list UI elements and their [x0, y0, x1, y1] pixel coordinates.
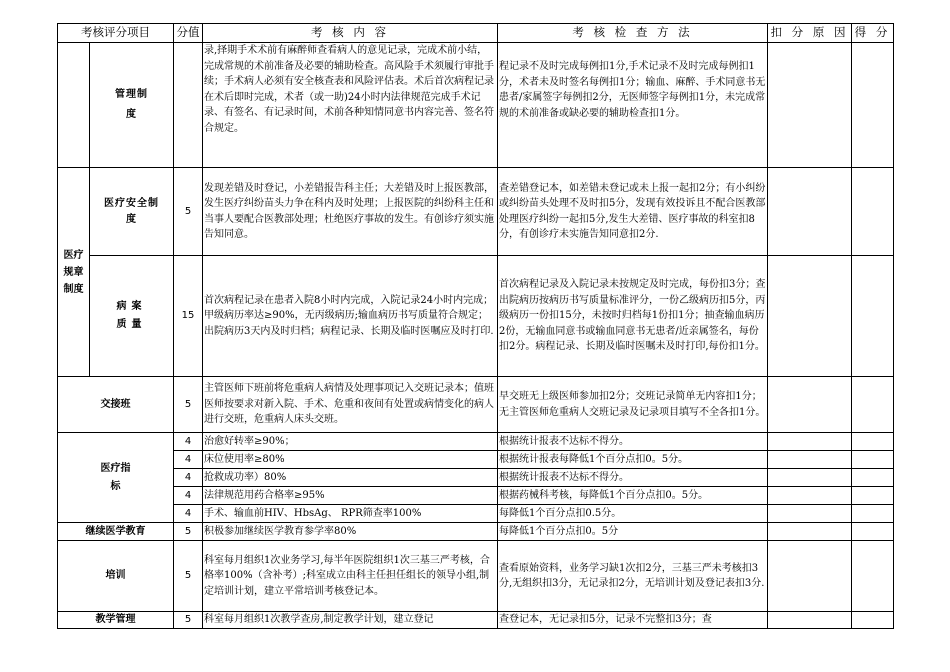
assessment-table: [57, 23, 894, 629]
score-cell: 5: [174, 377, 203, 433]
table-row: [58, 451, 894, 469]
method-text: 查登记本，无记录扣5分，记录不完整扣3分；查: [499, 614, 712, 625]
item-name: 教学管理: [58, 612, 174, 629]
table-row: [58, 612, 894, 629]
points-cell[interactable]: [852, 377, 894, 433]
deduct-reason-cell[interactable]: [768, 469, 852, 487]
table-row: [58, 505, 894, 523]
points-cell[interactable]: [852, 541, 894, 612]
points-cell[interactable]: [852, 469, 894, 487]
content-text: 科室每月组织1次教学查房,制定教学计划，建立登记: [204, 614, 434, 625]
score-cell: 5: [174, 612, 203, 629]
deduct-reason-cell[interactable]: [768, 43, 852, 168]
deduct-reason-cell[interactable]: [768, 168, 852, 256]
method-cell: 根据统计报表不达标不得分。: [498, 469, 768, 487]
deduct-reason-cell[interactable]: [768, 433, 852, 451]
item-name: [58, 433, 174, 523]
item-name: 交接班: [58, 377, 174, 433]
content-cell: [203, 43, 498, 168]
table-row: [58, 523, 894, 541]
item-name-text: 病案质量: [116, 301, 147, 330]
table-row: [58, 168, 894, 256]
method-cell: [498, 612, 768, 629]
deduct-reason-cell[interactable]: [768, 505, 852, 523]
item-name-text: 医疗安全制度: [104, 197, 159, 225]
points-cell[interactable]: [852, 433, 894, 451]
method-cell: 早交班无上级医师参加扣2分；交班记录简单无内容扣1分；无主管医师危重病人交班记录及记录项目填写不全各扣1分。: [498, 377, 768, 433]
method-cell: [498, 43, 768, 168]
content-text: 录,择期手术术前有麻醉师查看病人的意见记录，完成术前小结，完成常规的术前准备及必要的辅助检查。高风险手术须履行审批手续；手术病人必须有安全核查表和风险评估表。术后首次病程记录在术后即时完成，术者（或一助)24小时内法律规范完成手术记录、有签名、有记录时间，术前各种知情同意书内容完善、签名符合规定。: [204, 45, 494, 134]
category-cell: [58, 168, 90, 377]
method-cell: 根据药械科考核，每降低1个百分点扣0。5分。: [498, 487, 768, 505]
points-cell[interactable]: [852, 43, 894, 168]
deduct-reason-cell[interactable]: [768, 612, 852, 629]
method-cell: 首次病程记录及入院记录未按规定及时完成，每份扣3分；查出院病历按病历书写质量标准评分，一份乙级病历扣5分，丙级病历一份扣15分，未按时归档每1份扣1分；抽查输血病历2份，无输血同意书或输血同意书无患者/近亲属签名，每份扣2分。病程记录、长期及临时医嘱未及时打印,每份扣1分。: [498, 256, 768, 377]
header-points: 得 分: [852, 24, 894, 43]
deduct-reason-cell[interactable]: [768, 541, 852, 612]
content-cell: 发现差错及时登记，小差错报告科主任；大差错及时上报医教部，发生医疗纠纷苗头力争在科内及时处理；上报医院的纠纷科主任和当事人要配合医教部处理；杜绝医疗事故的发生。有创诊疗须实施告知同意。: [203, 168, 498, 256]
score-cell: 4: [174, 433, 203, 451]
score-cell: 4: [174, 469, 203, 487]
item-name: 继续医学教育: [58, 523, 174, 541]
table-row: [58, 377, 894, 433]
points-cell[interactable]: [852, 487, 894, 505]
score-cell: 4: [174, 451, 203, 469]
category-cell-blank: [58, 43, 90, 168]
score-cell: 5: [174, 541, 203, 612]
deduct-reason-cell[interactable]: [768, 256, 852, 377]
table-row: [58, 433, 894, 451]
table-row: [58, 487, 894, 505]
method-cell: 根据统计报表不达标不得分。: [498, 433, 768, 451]
points-cell[interactable]: [852, 505, 894, 523]
table-row: [58, 469, 894, 487]
header-method: 考 核 检 查 方 法: [498, 24, 768, 43]
table-row: [58, 43, 894, 168]
item-name: [90, 168, 174, 256]
table-row: [58, 541, 894, 612]
header-item: 考核评分项目: [58, 24, 174, 43]
header-score: 分值: [174, 24, 203, 43]
category-label: 医疗规章制度: [63, 249, 84, 295]
header-deduct-reason: 扣 分 原 因: [768, 24, 852, 43]
points-cell[interactable]: [852, 451, 894, 469]
points-cell[interactable]: [852, 523, 894, 541]
assessment-sheet: [57, 23, 893, 629]
item-name: [90, 43, 174, 168]
content-cell: 首次病程记录在患者入院8小时内完成，入院记录24小时内完成；甲级病历率达≥90%，无丙级病历;输血病历书写质量符合规定；出院病历3天内及时归档；病程记录、长期及临时医嘱应及时打印.: [203, 256, 498, 377]
score-cell: 5: [174, 523, 203, 541]
content-cell: 积极参加继续医学教育参学率80%: [203, 523, 498, 541]
content-cell: [203, 612, 498, 629]
method-cell: 每降低1个百分点扣0。5分: [498, 523, 768, 541]
item-name-text: 医疗指标: [100, 462, 131, 492]
method-text: 程记录不及时完成每例扣1分,手术记录不及时完成每例扣1分，术者未及时签名每例扣1分；输血、麻醉、手术同意书无患者/家属签字每例扣2分，无医师签字每例扣1分，未完成常规的术前准备或缺必要的辅助检查扣1分。: [499, 61, 766, 119]
content-cell: 科室每月组织1次业务学习,每半年医院组织1次三基三严考核，合格率100%（含补考）;科室成立由科主任担任组长的领导小组,制定培训计划，建立平常培训考核登记本。: [203, 541, 498, 612]
method-cell: 每降低1个百分点扣0.5分。: [498, 505, 768, 523]
item-name: [90, 256, 174, 377]
deduct-reason-cell[interactable]: [768, 451, 852, 469]
score-cell: [174, 43, 203, 168]
deduct-reason-cell[interactable]: [768, 523, 852, 541]
score-cell: 4: [174, 487, 203, 505]
method-cell: 查看原始资料，业务学习缺1次扣2分，三基三严未考核扣3分,无组织扣3分，无记录扣2分，无培训计划及登记表扣3分.: [498, 541, 768, 612]
content-cell: 法律规范用药合格率≥95%: [203, 487, 498, 505]
content-cell: 床位使用率≥80%: [203, 451, 498, 469]
points-cell[interactable]: [852, 168, 894, 256]
method-cell: 根据统计报表每降低1个百分点扣0。5分。: [498, 451, 768, 469]
deduct-reason-cell[interactable]: [768, 487, 852, 505]
content-cell: 抢救成功率）80%: [203, 469, 498, 487]
points-cell[interactable]: [852, 256, 894, 377]
score-cell: 15: [174, 256, 203, 377]
item-name: 培训: [58, 541, 174, 612]
header-row: [58, 24, 894, 43]
points-cell[interactable]: [852, 612, 894, 629]
score-cell: 4: [174, 505, 203, 523]
deduct-reason-cell[interactable]: [768, 377, 852, 433]
table-row: [58, 256, 894, 377]
content-cell: 手术、输血前HIV、HbsAg、 RPR筛查率100%: [203, 505, 498, 523]
method-cell: 查差错登记本，如差错未登记或未上报一起扣2分；有小纠纷或纠纷苗头处理不及时扣5分，发现有效投诉且不配合医教部处理医疗纠纷一起扣5分,发生大差错、医疗事故的科室扣8分，有创诊疗未实施告知同意扣2分.: [498, 168, 768, 256]
content-cell: 治愈好转率≥90%；: [203, 433, 498, 451]
header-content: 考 核 内 容: [203, 24, 498, 43]
item-name-text: 管理制度: [115, 89, 148, 120]
content-cell: 主管医师下班前将危重病人病情及处理事项记入交班记录本；值班医师按要求对新入院、手术、危重和夜间有处置或病情变化的病人进行交班，危重病人床头交班。: [203, 377, 498, 433]
score-cell: 5: [174, 168, 203, 256]
